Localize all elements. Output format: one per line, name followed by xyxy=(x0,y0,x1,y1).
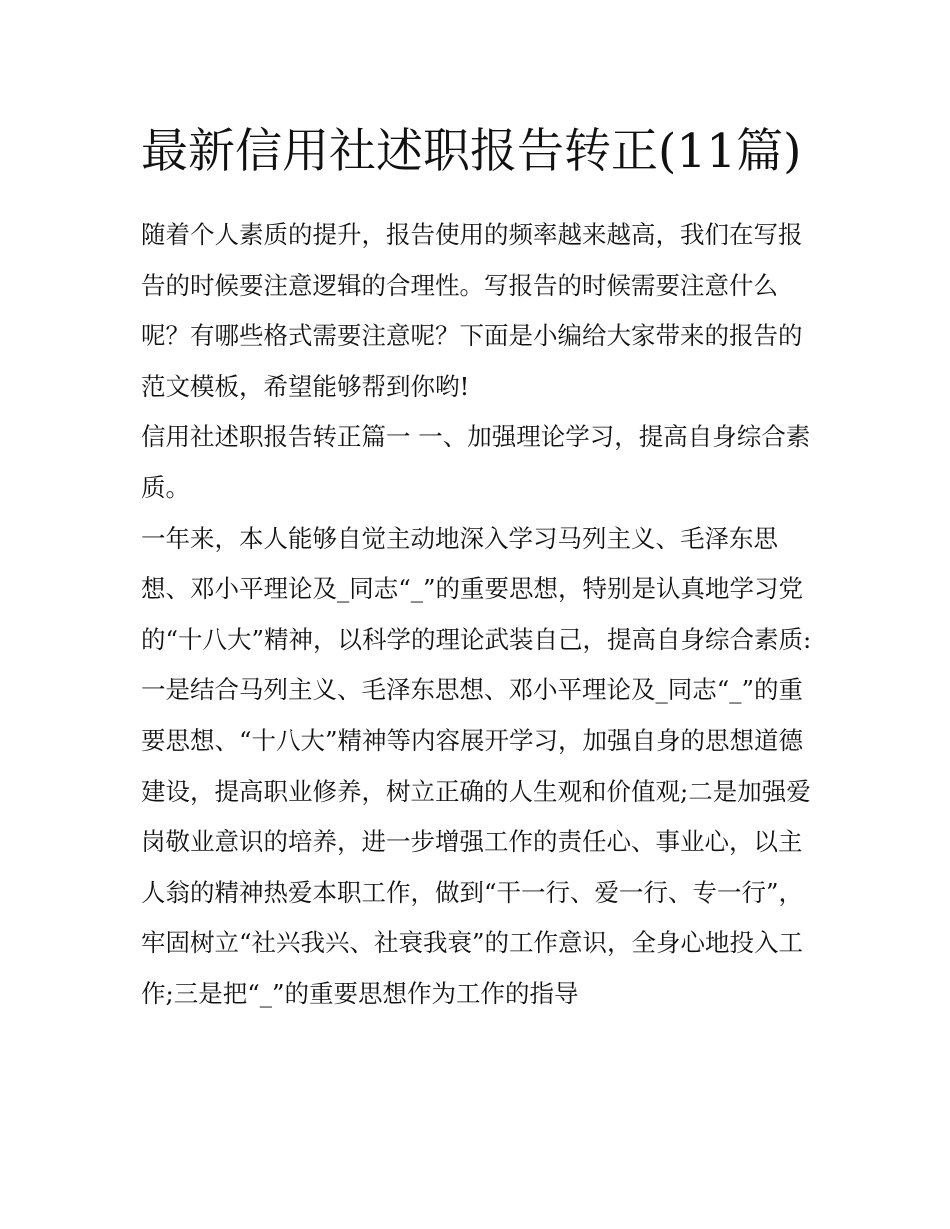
intro-paragraph: 随着个人素质的提升，报告使用的频率越来越高，我们在写报告的时候要注意逻辑的合理性。写报告的时候需要注意什么呢？有哪些格式需要注意呢？下面是小编给大家带来的报告的范文模板，希望能够帮到你哟! xyxy=(141,220,803,401)
body-paragraph: 一年来，本人能够自觉主动地深入学习马列主义、毛泽东思想、邓小平理论及_同志“_”的重要思想，特别是认真地学习党的“十八大”精神，以科学的理论武装自己，提高自身综合素质:一是结合马列主义、毛泽东思想、邓小平理论及_同志“_”的重要思想、“十八大”精神等内容展开学习，加强自身的思想道德建设，提高职业修养，树立正确的人生观和价值观;二是加强爱岗敬业意识的培养，进一步增强工作的责任心、事业心，以主人翁的精神热爱本职工作，做到“干一行、爱一行、专一行”，牢固树立“社兴我兴、社衰我衰”的工作意识，全身心地投入工作;三是把“_”的重要思想作为工作的指导 xyxy=(141,523,812,1008)
document-title: 最新信用社述职报告转正(11篇) xyxy=(141,124,802,179)
section-heading-paragraph: 信用社述职报告转正篇一 一、加强理论学习，提高自身综合素质。 xyxy=(141,422,811,502)
document-body xyxy=(141,112,821,1020)
